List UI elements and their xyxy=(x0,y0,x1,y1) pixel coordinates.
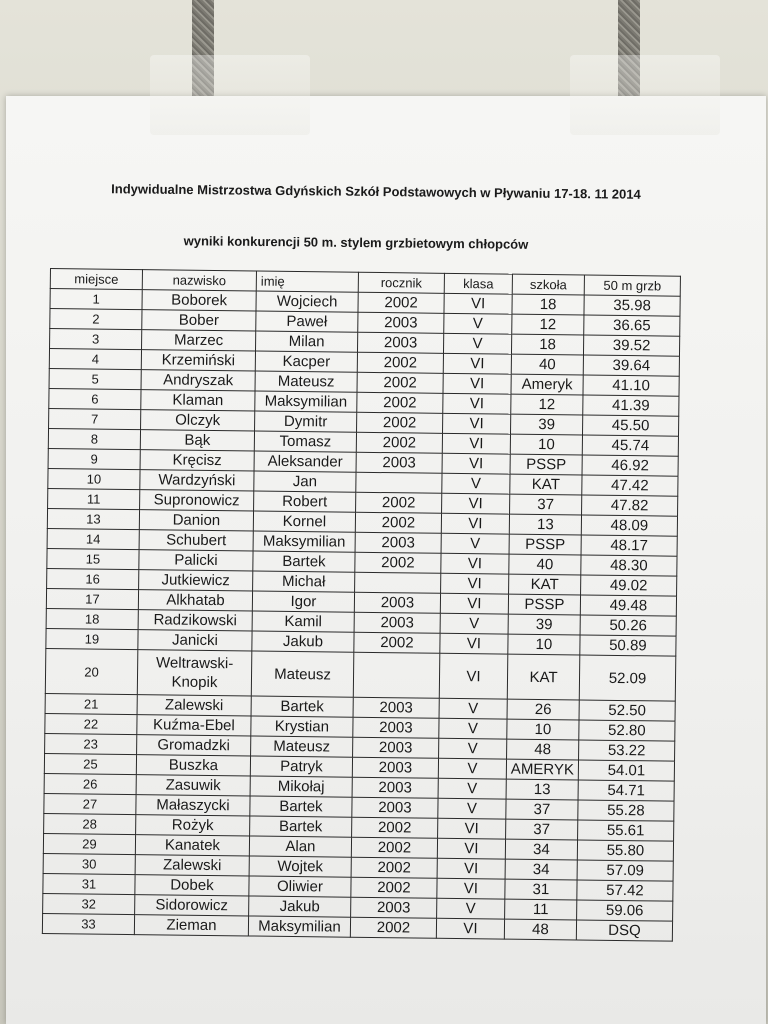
cell-miejsce: 11 xyxy=(48,488,140,509)
cell-imie: Kacper xyxy=(255,351,357,372)
cell-imie: Bartek xyxy=(251,696,353,717)
cell-imie: Milan xyxy=(256,331,358,352)
cell-imie: Dymitr xyxy=(255,411,357,432)
cell-imie: Wojtek xyxy=(249,856,351,877)
cell-imie: Jakub xyxy=(249,896,351,917)
cell-miejsce: 10 xyxy=(48,468,140,489)
cell-szkola: Ameryk xyxy=(511,374,583,395)
header-czas: 50 m grzb xyxy=(584,275,680,296)
cell-imie: Jan xyxy=(254,471,356,492)
header-nazwisko: nazwisko xyxy=(142,270,256,291)
cell-szkola: 10 xyxy=(510,434,582,455)
cell-imie: Krystian xyxy=(251,716,353,737)
cell-rocznik: 2003 xyxy=(354,592,440,613)
cell-klasa: V xyxy=(443,333,511,354)
cell-czas: 57.09 xyxy=(577,860,673,881)
cell-klasa: V xyxy=(444,313,512,334)
cell-szkola: 12 xyxy=(511,394,583,415)
cell-klasa: VI xyxy=(440,633,508,654)
cell-miejsce: 23 xyxy=(45,733,137,754)
cell-rocznik: 2003 xyxy=(356,452,442,473)
cell-rocznik: 2002 xyxy=(351,857,437,878)
cell-imie: Bartek xyxy=(250,796,352,817)
cell-nazwisko: Bąk xyxy=(140,430,254,451)
results-table-wrap xyxy=(42,268,681,942)
cell-szkola: 34 xyxy=(505,839,577,860)
header-imie: imię xyxy=(256,271,358,292)
cell-imie: Kornel xyxy=(253,511,355,532)
cell-czas: 57.42 xyxy=(577,880,673,901)
cell-miejsce: 7 xyxy=(49,408,141,429)
cell-rocznik: 2003 xyxy=(352,797,438,818)
cell-szkola: PSSP xyxy=(510,454,582,475)
cell-czas: 49.48 xyxy=(580,595,676,616)
sheet-title: Indywidualne Mistrzostwa Gdyńskich Szkół Podstawowych w Pływaniu 17-18. 11 2014 xyxy=(111,181,641,202)
cell-rocznik: 2003 xyxy=(353,717,439,738)
cell-rocznik xyxy=(356,472,442,493)
cell-rocznik: 2003 xyxy=(357,332,443,353)
cell-miejsce: 18 xyxy=(46,608,138,629)
cell-nazwisko: Rożyk xyxy=(136,815,250,836)
cell-szkola: 12 xyxy=(512,314,584,335)
cell-czas: 52.80 xyxy=(579,720,675,741)
cell-imie: Mateusz xyxy=(251,736,353,757)
cell-klasa: VI xyxy=(443,373,511,394)
header-rocznik: rocznik xyxy=(358,272,444,293)
cell-klasa: VI xyxy=(439,653,508,699)
cell-klasa: V xyxy=(442,473,510,494)
cell-szkola: 18 xyxy=(511,334,583,355)
cell-imie: Mikołaj xyxy=(250,776,352,797)
cell-klasa: VI xyxy=(440,593,508,614)
cell-rocznik xyxy=(353,652,440,698)
cell-imie: Maksymilian xyxy=(255,391,357,412)
cell-rocznik: 2002 xyxy=(356,432,442,453)
cell-miejsce: 22 xyxy=(45,713,137,734)
cell-rocznik: 2002 xyxy=(355,512,441,533)
table-row xyxy=(45,648,676,701)
cell-szkola: 40 xyxy=(511,354,583,375)
cell-rocznik: 2002 xyxy=(356,492,442,513)
tape-strip-left xyxy=(150,55,310,135)
cell-imie: Maksymilian xyxy=(248,916,350,937)
cell-nazwisko: Supronowicz xyxy=(140,490,254,511)
cell-czas: 50.89 xyxy=(580,635,676,656)
cell-rocznik: 2003 xyxy=(353,737,439,758)
cell-klasa: V xyxy=(438,778,506,799)
cell-szkola: 39 xyxy=(508,614,580,635)
cell-klasa: V xyxy=(438,758,506,779)
cell-klasa: V xyxy=(438,798,506,819)
cell-nazwisko: Małaszycki xyxy=(136,795,250,816)
cell-szkola: 40 xyxy=(509,554,581,575)
cell-czas: 35.98 xyxy=(584,295,680,316)
cell-szkola: KAT xyxy=(510,474,582,495)
cell-nazwisko: Buszka xyxy=(136,755,250,776)
cell-klasa: VI xyxy=(436,918,504,939)
cell-czas: 48.30 xyxy=(581,555,677,576)
cell-rocznik: 2002 xyxy=(351,877,437,898)
cell-szkola: 37 xyxy=(506,799,578,820)
cell-rocznik: 2002 xyxy=(352,817,438,838)
cell-imie: Kamil xyxy=(252,611,354,632)
cell-nazwisko: Marzec xyxy=(142,330,256,351)
cell-czas: 48.17 xyxy=(581,535,677,556)
cell-nazwisko: Boborek xyxy=(142,290,256,311)
cell-nazwisko: Kuźma-Ebel xyxy=(137,715,251,736)
cell-czas: 54.01 xyxy=(578,760,674,781)
cell-miejsce: 32 xyxy=(43,893,135,914)
cell-rocznik: 2002 xyxy=(350,917,436,938)
cell-imie: Oliwier xyxy=(249,876,351,897)
cell-rocznik: 2003 xyxy=(352,777,438,798)
cell-szkola: 37 xyxy=(510,494,582,515)
cell-szkola: KAT xyxy=(509,574,581,595)
cell-szkola: 31 xyxy=(505,879,577,900)
sheet-subtitle: wyniki konkurencji 50 m. stylem grzbietowym chłopców xyxy=(183,233,529,252)
cell-czas: 41.10 xyxy=(583,375,679,396)
cell-miejsce: 3 xyxy=(50,329,142,350)
cell-nazwisko: Palicki xyxy=(139,550,253,571)
cell-nazwisko: Kręcisz xyxy=(140,450,254,471)
cell-rocznik: 2003 xyxy=(354,612,440,633)
cell-rocznik: 2002 xyxy=(351,837,437,858)
cell-klasa: VI xyxy=(442,493,510,514)
cell-imie: Maksymilian xyxy=(253,531,355,552)
cell-czas: 47.42 xyxy=(582,475,678,496)
cell-imie: Igor xyxy=(252,591,354,612)
cell-nazwisko: Weltrawski-Knopik xyxy=(137,650,252,696)
cell-czas: 36.65 xyxy=(584,315,680,336)
cell-nazwisko: Olczyk xyxy=(141,410,255,431)
cell-rocznik: 2003 xyxy=(355,532,441,553)
cell-klasa: VI xyxy=(438,818,506,839)
cell-nazwisko: Dobek xyxy=(135,875,249,896)
tape-strip-right xyxy=(570,55,720,135)
cell-imie: Bartek xyxy=(250,816,352,837)
cell-szkola: 39 xyxy=(511,414,583,435)
cell-czas: 54.71 xyxy=(578,780,674,801)
results-table xyxy=(42,268,681,942)
cell-nazwisko: Jutkiewicz xyxy=(139,570,253,591)
cell-miejsce: 25 xyxy=(44,753,136,774)
cell-szkola: KAT xyxy=(507,654,580,700)
cell-miejsce: 21 xyxy=(45,693,137,714)
cell-czas: 41.39 xyxy=(583,395,679,416)
cell-miejsce: 17 xyxy=(46,588,138,609)
cell-szkola: 48 xyxy=(504,919,576,940)
cell-szkola: 26 xyxy=(507,699,579,720)
cell-imie: Mateusz xyxy=(251,651,354,697)
cell-klasa: VI xyxy=(442,433,510,454)
cell-rocznik: 2002 xyxy=(355,552,441,573)
cell-czas: 49.02 xyxy=(581,575,677,596)
cell-szkola: 18 xyxy=(512,294,584,315)
cell-czas: 50.26 xyxy=(580,615,676,636)
cell-miejsce: 19 xyxy=(46,628,138,649)
cell-rocznik: 2002 xyxy=(358,292,444,313)
cell-czas: 47.82 xyxy=(582,495,678,516)
cell-miejsce: 26 xyxy=(44,773,136,794)
cell-klasa: V xyxy=(437,898,505,919)
cell-klasa: VI xyxy=(441,513,509,534)
cell-rocznik xyxy=(355,572,441,593)
cell-klasa: VI xyxy=(443,413,511,434)
cell-miejsce: 33 xyxy=(42,913,134,934)
cell-miejsce: 6 xyxy=(49,388,141,409)
cell-rocznik: 2003 xyxy=(353,697,439,718)
cell-rocznik: 2002 xyxy=(357,412,443,433)
cell-klasa: VI xyxy=(441,573,509,594)
cell-nazwisko: Andryszak xyxy=(141,370,255,391)
cell-rocznik: 2002 xyxy=(357,352,443,373)
cell-rocznik: 2003 xyxy=(358,312,444,333)
cell-miejsce: 27 xyxy=(44,793,136,814)
cell-imie: Robert xyxy=(254,491,356,512)
cell-miejsce: 9 xyxy=(48,448,140,469)
cell-rocznik: 2002 xyxy=(357,372,443,393)
cell-nazwisko: Schubert xyxy=(139,530,253,551)
cell-czas: 39.64 xyxy=(583,355,679,376)
cell-szkola: 37 xyxy=(506,819,578,840)
cell-nazwisko: Gromadzki xyxy=(137,735,251,756)
cell-nazwisko: Klaman xyxy=(141,390,255,411)
cell-imie: Michał xyxy=(253,571,355,592)
cell-czas: 48.09 xyxy=(581,515,677,536)
cell-szkola: 48 xyxy=(507,739,579,760)
cell-miejsce: 28 xyxy=(44,813,136,834)
cell-imie: Mateusz xyxy=(255,371,357,392)
cell-imie: Jakub xyxy=(252,631,354,652)
cell-nazwisko: Sidorowicz xyxy=(135,895,249,916)
cell-nazwisko: Danion xyxy=(139,510,253,531)
cell-imie: Wojciech xyxy=(256,291,358,312)
cell-miejsce: 15 xyxy=(47,548,139,569)
cell-imie: Tomasz xyxy=(254,431,356,452)
cell-klasa: V xyxy=(440,613,508,634)
cell-rocznik: 2003 xyxy=(352,757,438,778)
cell-klasa: VI xyxy=(443,353,511,374)
cell-klasa: VI xyxy=(437,838,505,859)
cell-miejsce: 29 xyxy=(43,833,135,854)
cell-czas: 39.52 xyxy=(583,335,679,356)
cell-czas: 53.22 xyxy=(579,740,675,761)
results-sheet xyxy=(6,96,766,1024)
cell-klasa: V xyxy=(439,738,507,759)
cell-imie: Patryk xyxy=(250,756,352,777)
cell-czas: 55.28 xyxy=(578,800,674,821)
cell-nazwisko: Janicki xyxy=(138,630,252,651)
cell-imie: Paweł xyxy=(256,311,358,332)
cell-szkola: PSSP xyxy=(509,534,581,555)
cell-szkola: 10 xyxy=(508,634,580,655)
cell-miejsce: 1 xyxy=(50,289,142,310)
cell-nazwisko: Zalewski xyxy=(135,855,249,876)
cell-czas: 46.92 xyxy=(582,455,678,476)
results-body xyxy=(42,289,680,942)
cell-nazwisko: Radzikowski xyxy=(138,610,252,631)
cell-miejsce: 13 xyxy=(47,508,139,529)
cell-klasa: V xyxy=(441,533,509,554)
cell-klasa: VI xyxy=(443,393,511,414)
cell-szkola: 11 xyxy=(505,899,577,920)
cell-szkola: AMERYK xyxy=(506,759,578,780)
cell-klasa: VI xyxy=(442,453,510,474)
cell-czas: DSQ xyxy=(576,920,672,941)
cell-miejsce: 4 xyxy=(49,349,141,370)
cell-miejsce: 5 xyxy=(49,368,141,389)
cell-miejsce: 16 xyxy=(47,568,139,589)
cell-miejsce: 2 xyxy=(50,309,142,330)
cell-szkola: 13 xyxy=(509,514,581,535)
cell-czas: 52.50 xyxy=(579,700,675,721)
cell-szkola: PSSP xyxy=(508,594,580,615)
cell-rocznik: 2002 xyxy=(354,632,440,653)
cell-nazwisko: Krzemiński xyxy=(141,350,255,371)
cell-nazwisko: Zalewski xyxy=(137,695,251,716)
cell-rocznik: 2003 xyxy=(351,897,437,918)
cell-miejsce: 30 xyxy=(43,853,135,874)
cell-imie: Bartek xyxy=(253,551,355,572)
cell-klasa: VI xyxy=(444,293,512,314)
cell-klasa: VI xyxy=(437,858,505,879)
cell-nazwisko: Zasuwik xyxy=(136,775,250,796)
cell-czas: 55.61 xyxy=(578,820,674,841)
cell-nazwisko: Kanatek xyxy=(135,835,249,856)
cell-nazwisko: Bober xyxy=(142,310,256,331)
cell-rocznik: 2002 xyxy=(357,392,443,413)
cell-nazwisko: Alkhatab xyxy=(138,590,252,611)
cell-imie: Aleksander xyxy=(254,451,356,472)
cell-czas: 45.50 xyxy=(582,415,678,436)
header-klasa: klasa xyxy=(444,273,512,294)
cell-miejsce: 8 xyxy=(48,428,140,449)
cell-szkola: 10 xyxy=(507,719,579,740)
cell-szkola: 34 xyxy=(505,859,577,880)
cell-miejsce: 14 xyxy=(47,528,139,549)
cell-klasa: V xyxy=(439,698,507,719)
cell-klasa: V xyxy=(439,718,507,739)
cell-miejsce: 31 xyxy=(43,873,135,894)
cell-klasa: VI xyxy=(437,878,505,899)
cell-czas: 59.06 xyxy=(577,900,673,921)
cell-czas: 45.74 xyxy=(582,435,678,456)
cell-klasa: VI xyxy=(441,553,509,574)
cell-miejsce: 20 xyxy=(45,648,138,694)
cell-nazwisko: Wardzyński xyxy=(140,470,254,491)
header-szkola: szkoła xyxy=(512,274,584,295)
cell-szkola: 13 xyxy=(506,779,578,800)
cell-czas: 52.09 xyxy=(579,655,676,701)
header-miejsce: miejsce xyxy=(50,269,142,290)
cell-imie: Alan xyxy=(249,836,351,857)
cell-nazwisko: Zieman xyxy=(134,915,248,936)
cell-czas: 55.80 xyxy=(577,840,673,861)
